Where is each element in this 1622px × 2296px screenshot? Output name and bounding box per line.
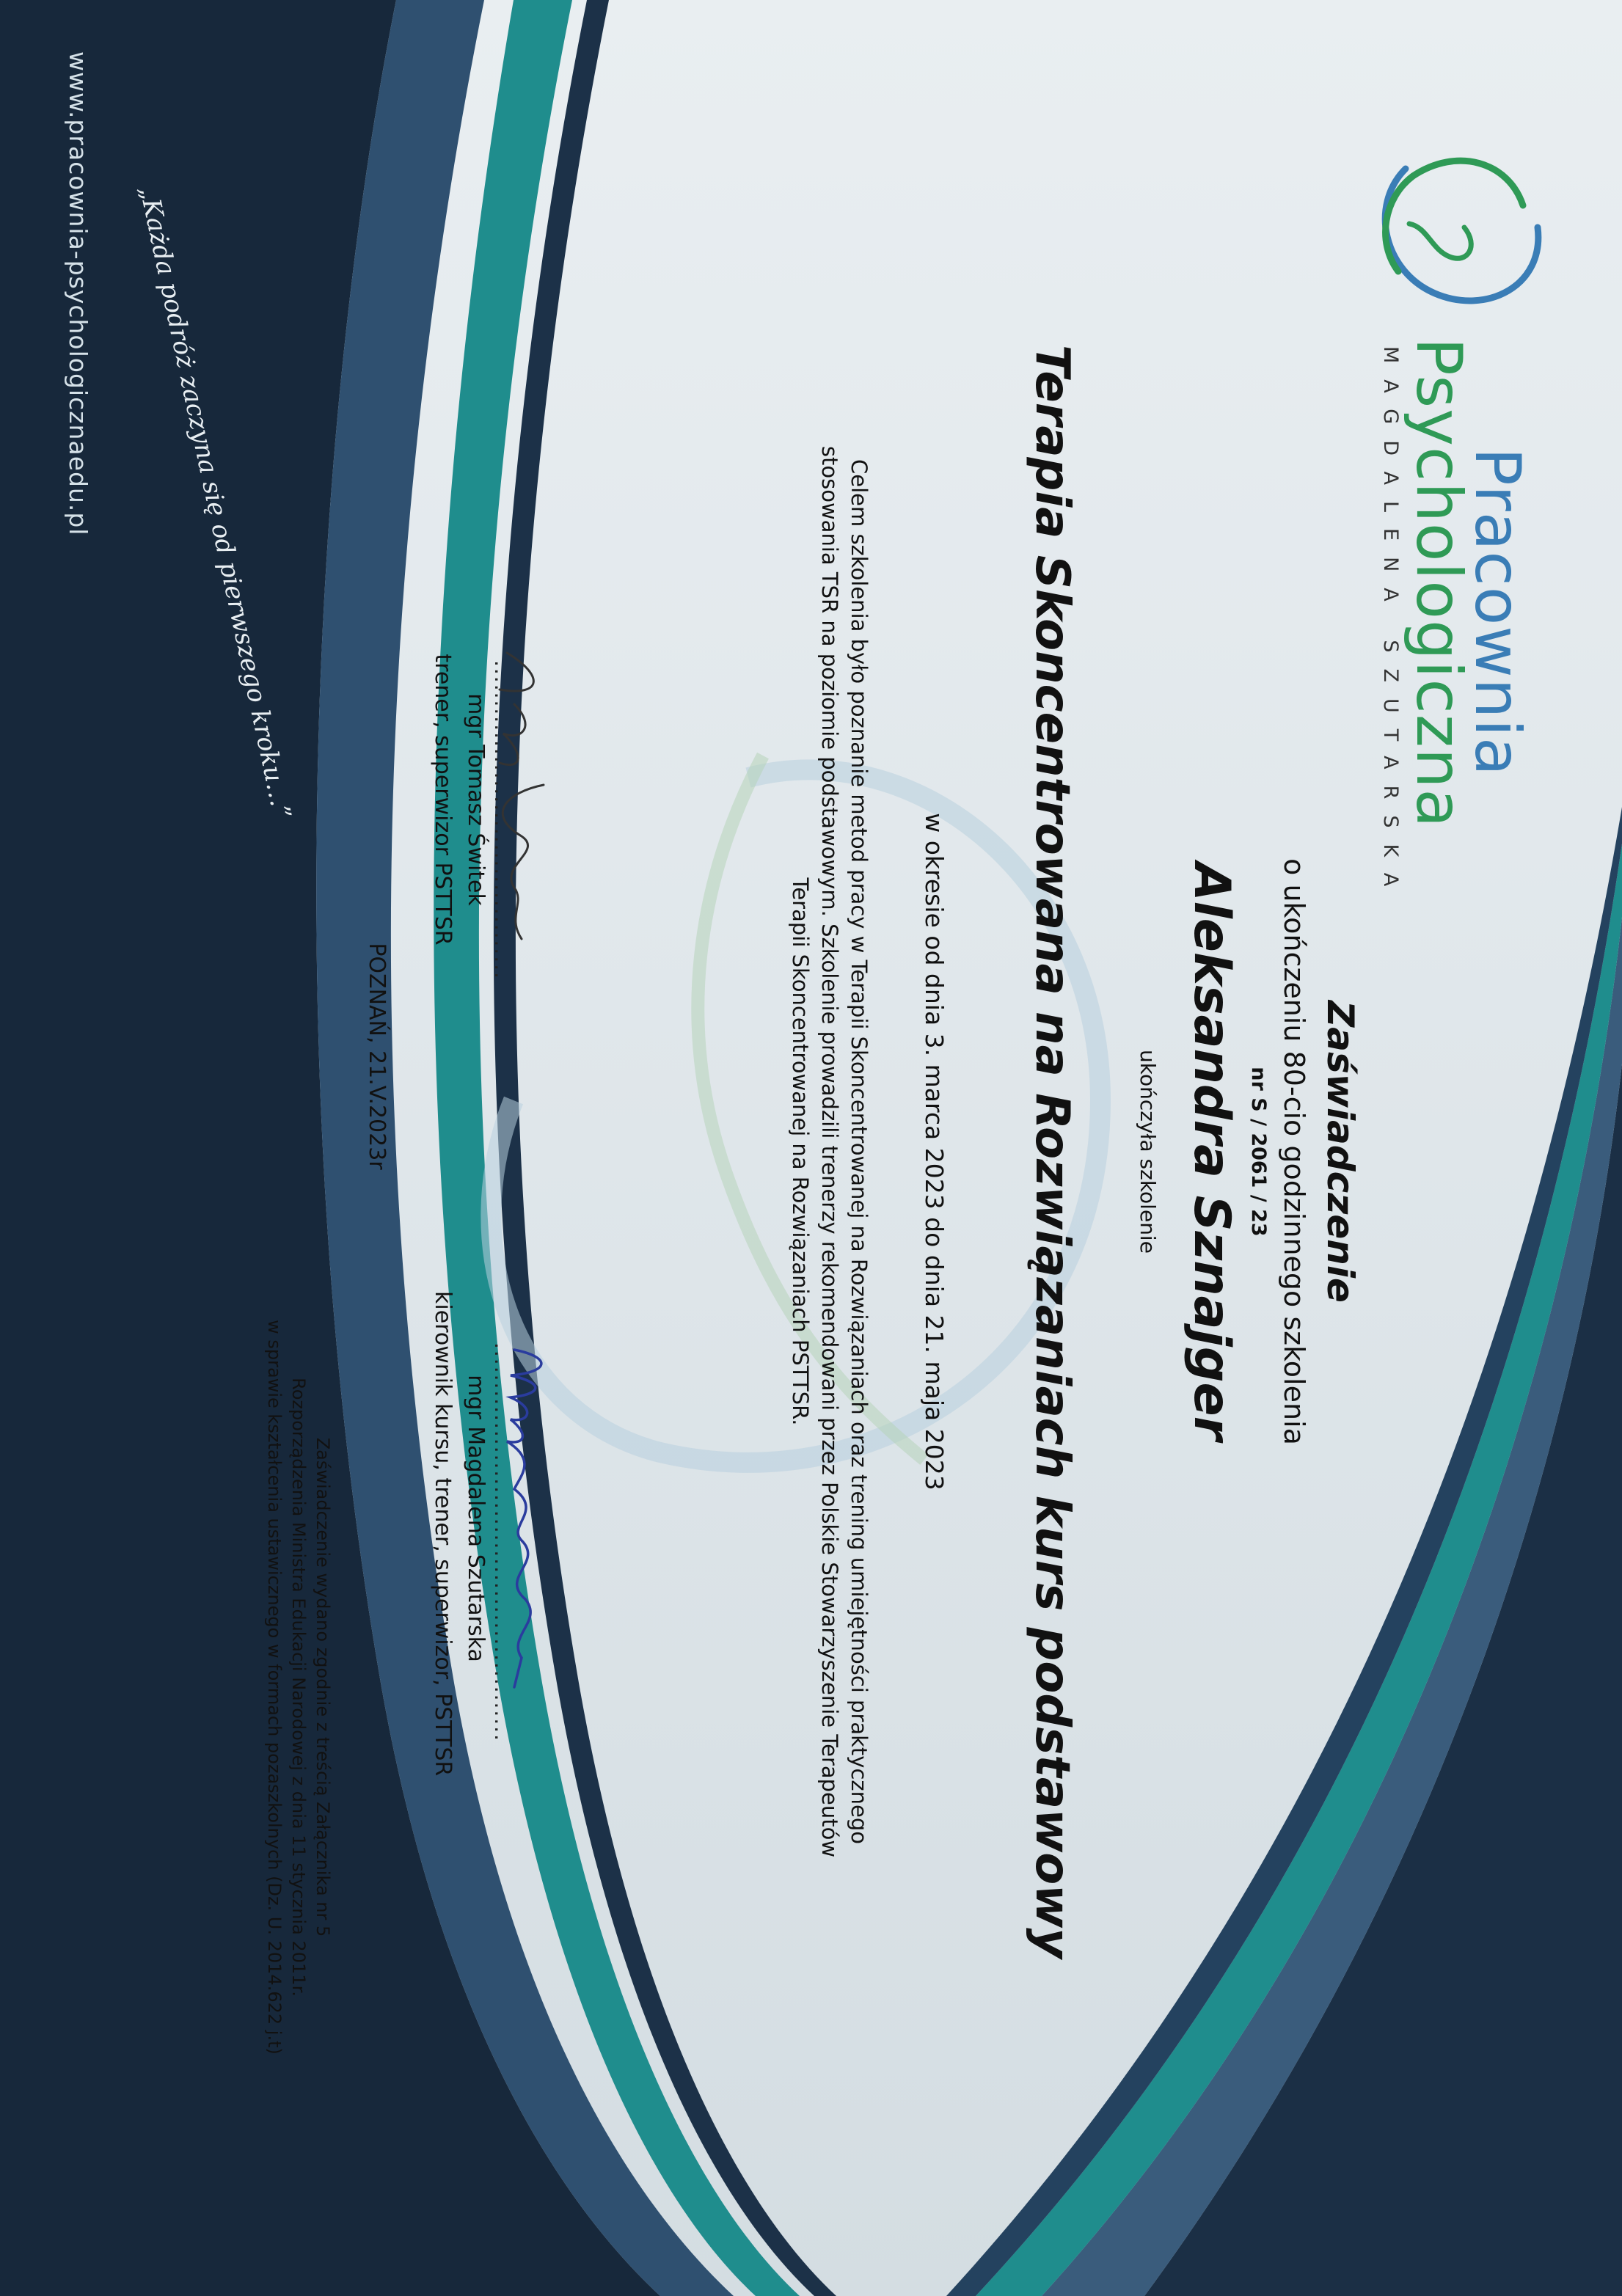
signature-right-role: kierownik kursu, trener, superwizor, PSTTSR [430, 1291, 456, 1777]
place-date: POZNAŃ, 21.V.2023r [364, 943, 390, 1170]
website: www.pracownia-psychologicznaedu.pl [64, 51, 92, 536]
signature-left-role: trener, superwizor PSTTSR [430, 654, 456, 946]
logo-swirl-icon [1347, 117, 1567, 323]
legal-note [262, 1247, 335, 2127]
motto: „Każda podróż zaczyna się od pierwszego kroku…” [133, 183, 297, 822]
signature-right-name: mgr Magdalena Szutarska [463, 1375, 489, 1662]
brand-line-3: MAGDALENA SZUTARSKA [1379, 346, 1402, 903]
legal-line-2: Rozporządzenia Ministra Edukacji Narodowej z dnia 11 stycznia 2011r. [288, 1378, 309, 1997]
certificate-subtitle: o ukończeniu 80-cio godzinnego szkolenia [1278, 858, 1310, 1445]
course-description [786, 352, 874, 1951]
legal-line-3: w sprawie kształcenia ustawicznego w formach pozaszkolnych (Dz. U. 2014.622 j.t) [264, 1320, 285, 2055]
description-line-2: stosowania TSR na poziomie podstawowym. Szkolenie prowadzili trenerzy rekomendowani przez Polskie Stowarzyszenie Terapeutów [817, 445, 842, 1858]
course-period: w okresie od dnia 3. marca 2023 do dnia 21. maja 2023 [920, 813, 949, 1491]
signature-left-name: mgr Tomasz Świtek [463, 693, 489, 906]
brand-line-1: Pracownia [1461, 447, 1534, 777]
description-line-3: Terapii Skoncentrowanej na Rozwiązaniach PSTTSR. [788, 877, 813, 1426]
description-line-1: Celem szkolenia było poznanie metod pracy w Terapii Skoncentrowanej na Rozwiązaniach oraz trening umiejętności praktycznego [847, 458, 872, 1845]
certificate-number: nr S / 2061 / 23 [1247, 1067, 1270, 1237]
certificate-title: Zaświadczenie [1319, 1001, 1362, 1303]
signature-left-line: ........................................ [490, 660, 514, 981]
completed-label: ukończyła szkolenie [1136, 1050, 1160, 1254]
course-name: Terapia Skoncentrowana na Rozwiązaniach kurs podstawowy [1025, 344, 1079, 1959]
brand-line-2: Psychologiczna [1402, 337, 1475, 829]
signature-right-line: .................................................. [490, 1342, 514, 1743]
legal-line-1: Zaświadczenie wydano zgodnie z treścią Załącznika nr 5 [313, 1437, 333, 1937]
recipient-name: Aleksandra Sznajger [1183, 862, 1241, 1441]
